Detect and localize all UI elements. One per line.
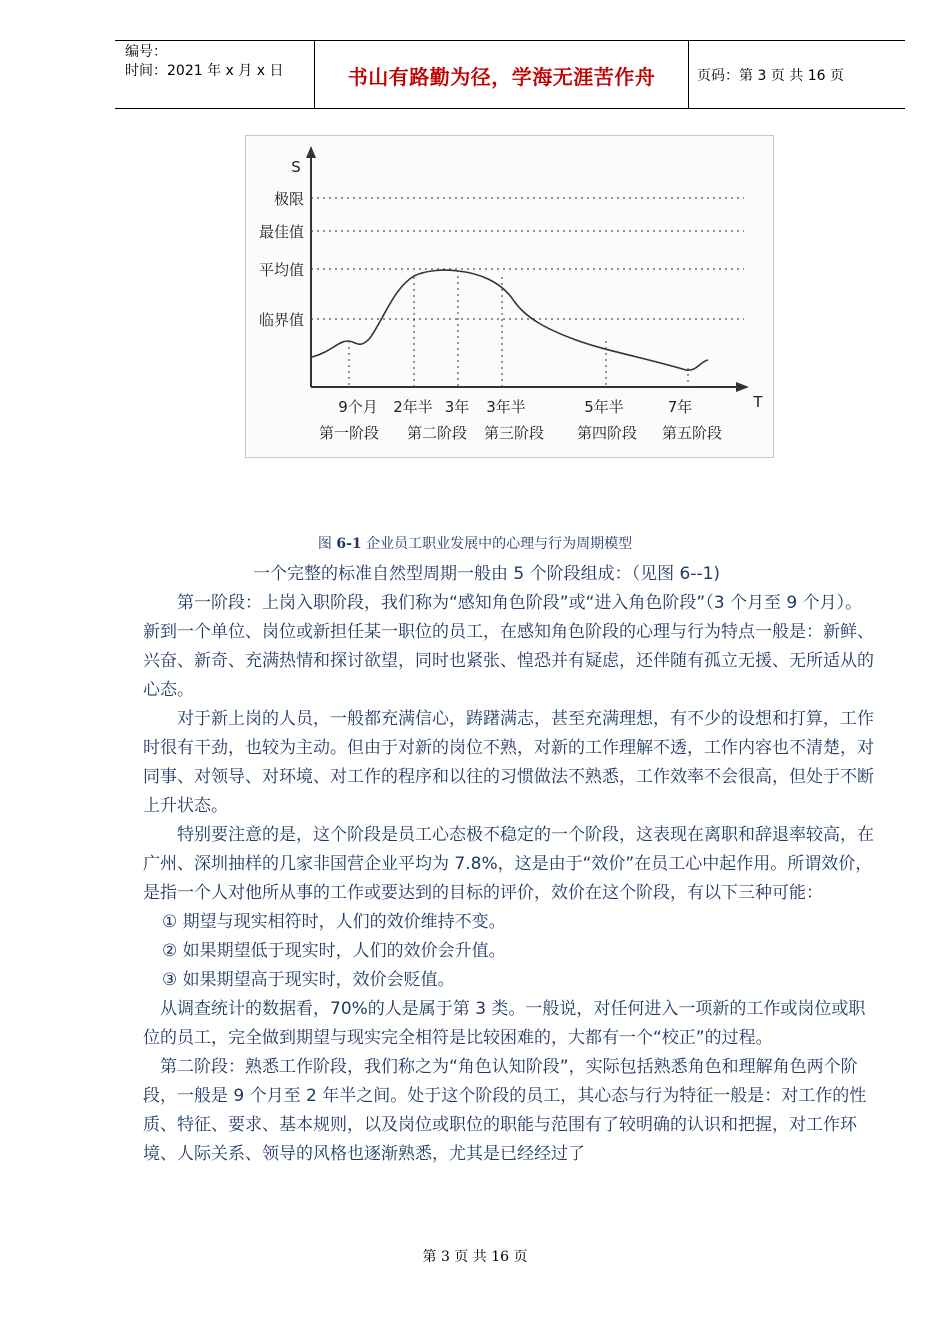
cycle-model-chart	[246, 136, 773, 457]
list-item-1: ① 期望与现实相符时，人们的效价维持不变。	[162, 912, 506, 932]
paragraph-new-staff: 对于新上岗的人员，一般都充满信心，踌躇满志，甚至充满理想，有不少的设想和打算，工作时很有干劲，也较为主动。但由于对新的岗位不熟，对新的工作理解不透，工作内容也不清楚，对同事、对领导、对环境、对工作的程序和以往的习惯做法不熟悉，工作效率不会很高，但处于不断上升状态。	[143, 709, 874, 816]
number-label: 编号：	[125, 44, 167, 60]
page-footer: 第 3 页 共 16 页	[422, 1249, 528, 1265]
paragraph-attention: 特别要注意的是，这个阶段是员工心态极不稳定的一个阶段，这表现在离职和辞退率较高，在广州、深圳抽样的几家非国营企业平均为 7.8%，这是由于“效价”在员工心中起作用。所谓效价，是指一个人对他所从事的工作或要达到的目标的评价，效价在这个阶段，有以下三种可能：	[143, 825, 874, 903]
header-motto: 书山有路勤为径，学海无涯苦作舟	[347, 65, 656, 89]
paragraph-intro: 一个完整的标准自然型周期一般由 5 个阶段组成：（见图 6--1)	[253, 564, 721, 584]
x-tick-label: 9个月	[338, 398, 378, 416]
stage-label: 第一阶段	[318, 424, 380, 442]
header-page-info: 页码：第 3 页 共 16 页	[697, 68, 844, 84]
figure-caption	[0, 533, 950, 553]
y-axis-arrow	[306, 146, 316, 158]
y-axis-label: S	[291, 158, 301, 176]
x-tick-label: 3年	[444, 398, 470, 416]
y-level-label: 临界值	[258, 311, 304, 329]
x-axis-label: T	[753, 393, 763, 411]
y-level-label: 极限	[273, 190, 304, 208]
time-label: 时间：2021 年 x 月 x 日	[125, 63, 284, 79]
caption-number: 6-1	[336, 536, 362, 552]
x-tick-label: 5年半	[584, 398, 624, 416]
stage-label: 第三阶段	[483, 424, 545, 442]
y-level-label: 最佳值	[258, 223, 304, 241]
header-meta-cell	[115, 41, 315, 108]
x-tick-label: 3年半	[486, 398, 526, 416]
header-motto-cell	[315, 41, 689, 108]
cycle-curve	[312, 270, 708, 370]
x-axis-arrow	[736, 382, 749, 392]
stage-label: 第五阶段	[661, 424, 723, 442]
y-level-label: 平均值	[258, 261, 304, 279]
list-item-3: ③ 如果期望高于现实时，效价会贬值。	[162, 970, 455, 990]
x-tick-label: 7年	[667, 398, 693, 416]
page-header	[115, 40, 905, 109]
stage-label: 第四阶段	[576, 424, 638, 442]
stage-label: 第二阶段	[406, 424, 468, 442]
body-text	[143, 560, 878, 1169]
paragraph-statistics: 从调查统计的数据看，70%的人是属于第 3 类。一般说，对任何进入一项新的工作或岗位或职位的员工，完全做到期望与现实完全相符是比较困难的，大都有一个“校正”的过程。	[143, 999, 866, 1048]
caption-text: 企业员工职业发展中的心理与行为周期模型	[361, 536, 633, 552]
x-tick-label: 2年半	[393, 398, 433, 416]
cycle-model-figure	[245, 135, 774, 458]
caption-prefix: 图	[317, 536, 337, 552]
list-item-2: ② 如果期望低于现实时，人们的效价会升值。	[162, 941, 506, 961]
paragraph-stage2: 第二阶段：熟悉工作阶段，我们称之为“角色认知阶段”，实际包括熟悉角色和理解角色两个阶段，一般是 9 个月至 2 年半之间。处于这个阶段的员工，其心态与行为特征一般是：对工作的性质、特征、要求、基本规则，以及岗位或职位的职能与范围有了较明确的认识和把握，对工作环境、人际关系、领导的风格也逐渐熟悉，尤其是已经经过了	[143, 1057, 867, 1164]
paragraph-stage1: 第一阶段：上岗入职阶段，我们称为“感知角色阶段”或“进入角色阶段”（3 个月至 9 个月）。新到一个单位、岗位或新担任某一职位的员工，在感知角色阶段的心理与行为特点一般是：新鲜、兴奋、新奇、充满热情和探讨欲望，同时也紧张、惶恐并有疑虑，还伴随有孤立无援、无所适从的心态。	[143, 593, 874, 700]
header-page-cell	[689, 41, 905, 108]
